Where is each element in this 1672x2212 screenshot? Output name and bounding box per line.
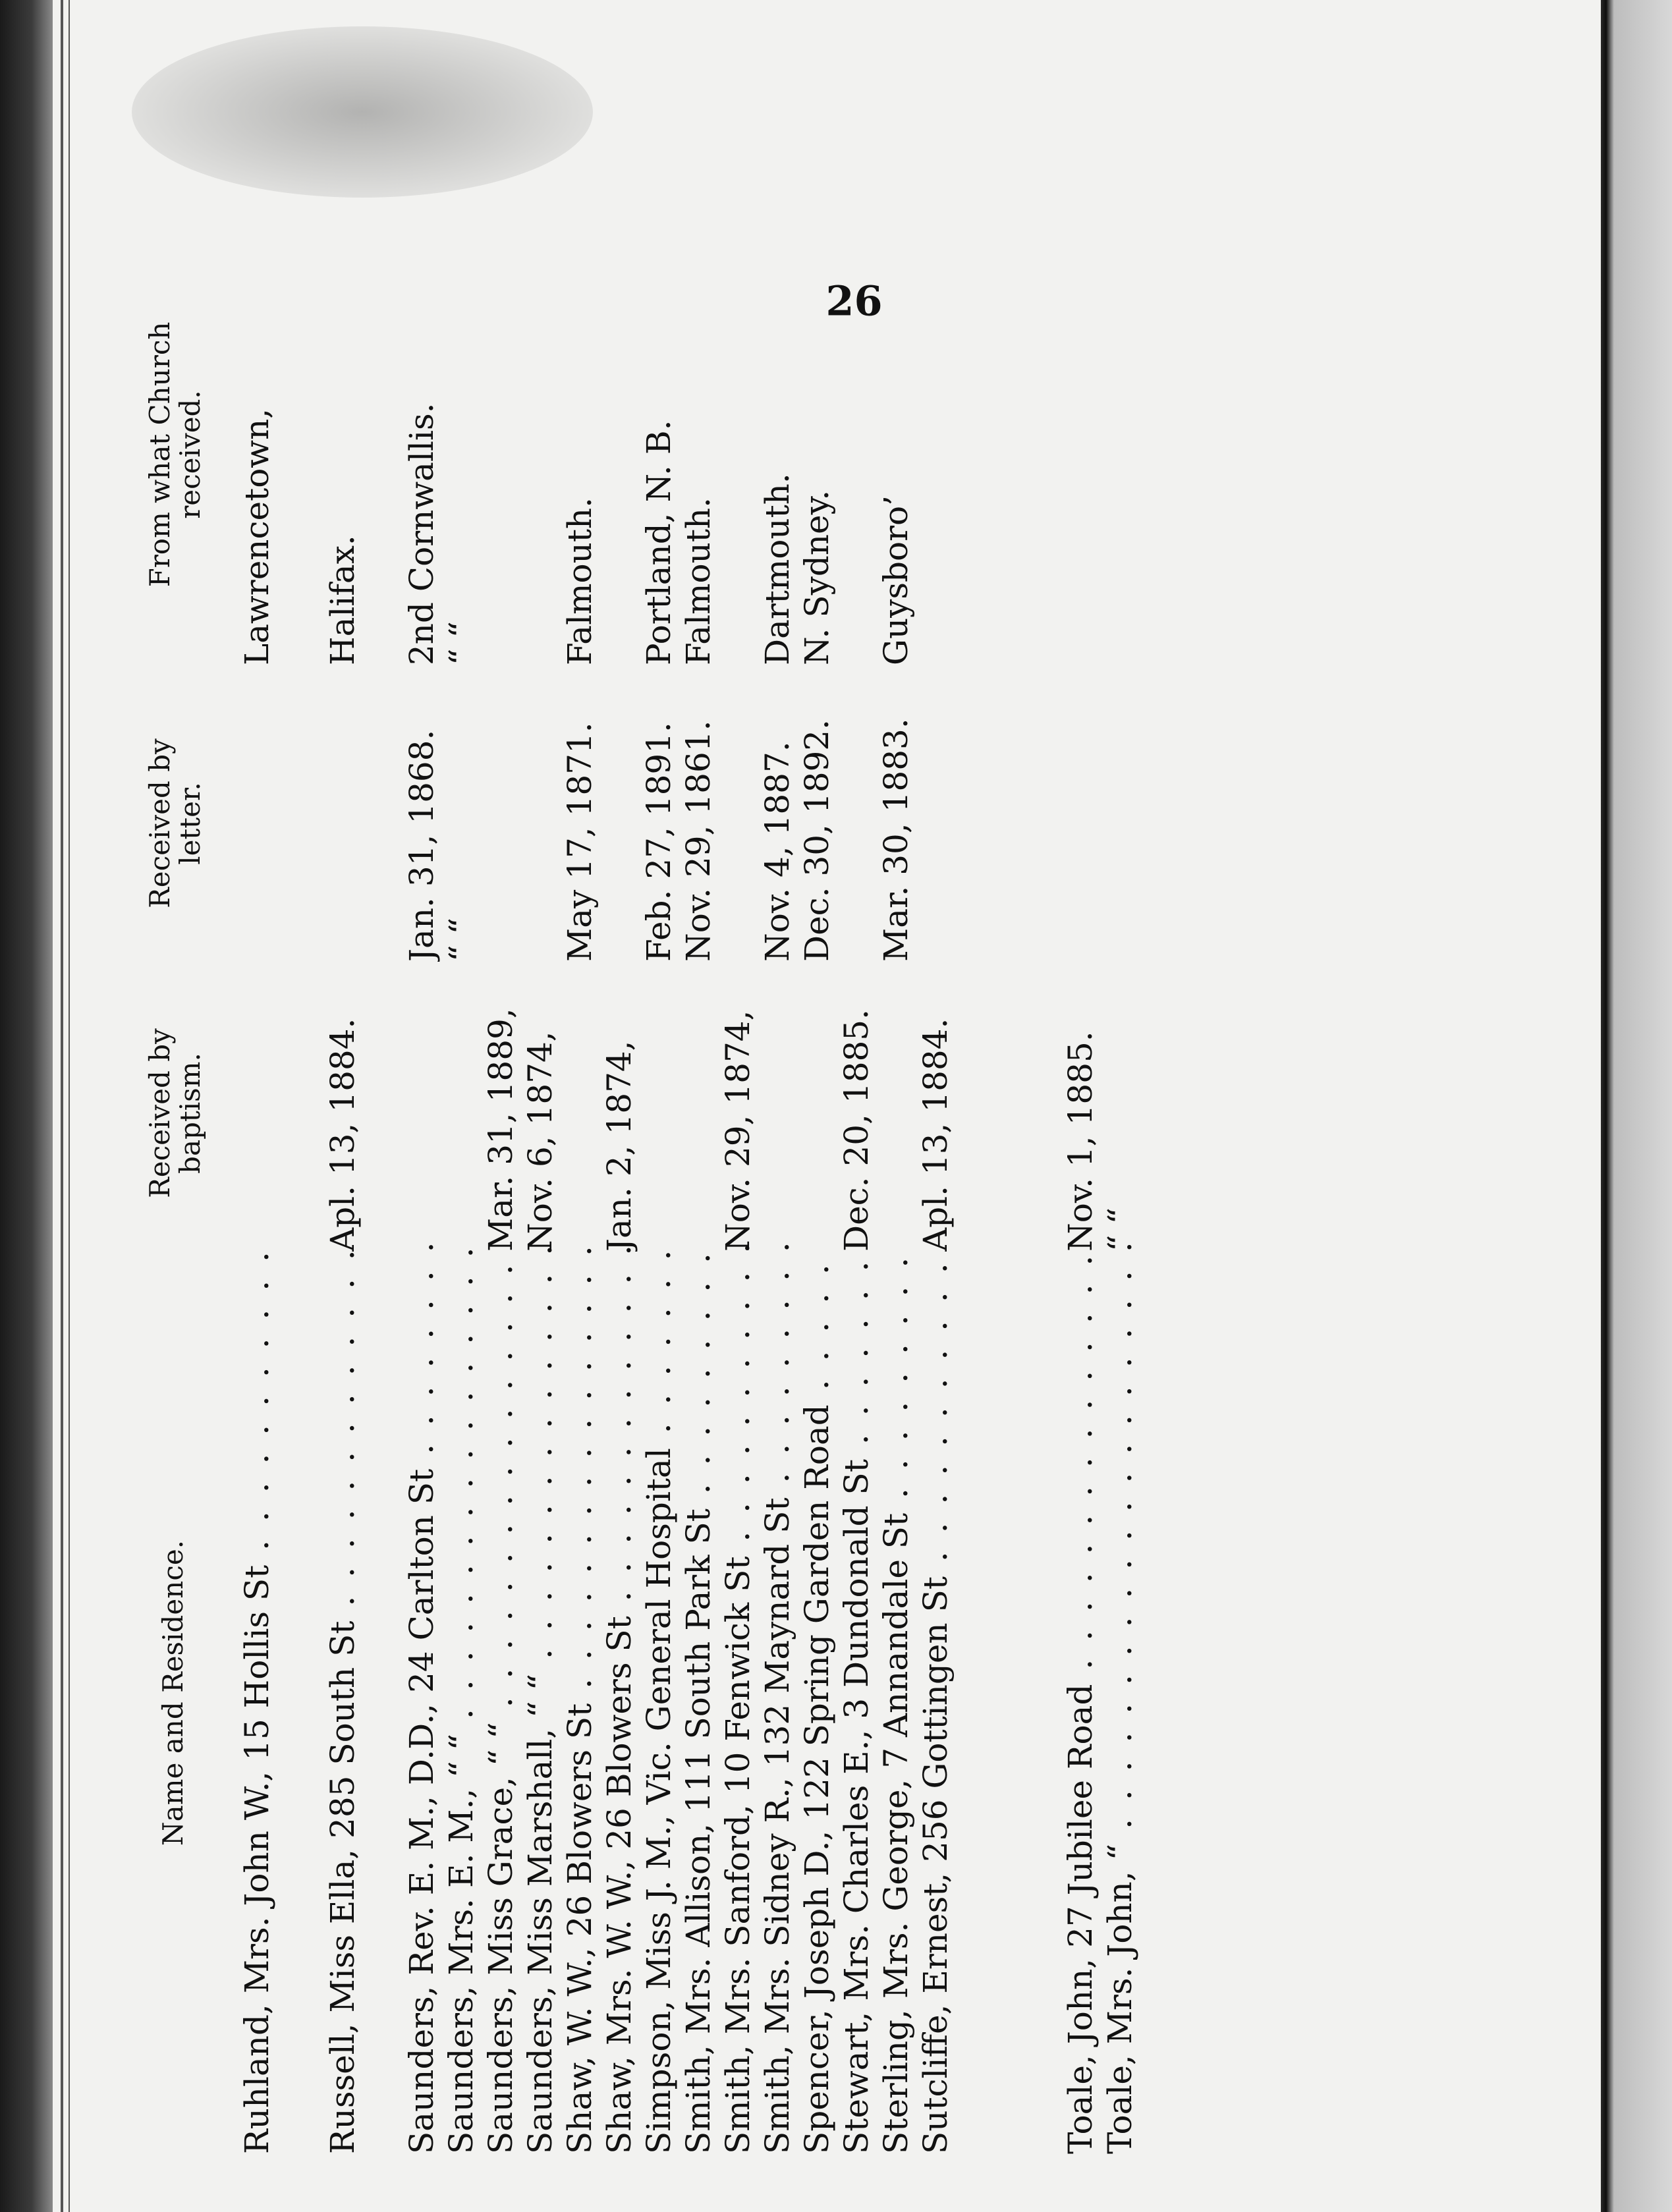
church-cell: Dartmouth. [758,473,796,665]
letter-date-cell: Jan. 31, 1868. [403,729,441,962]
member-name-cell: Shaw, Mrs. W. W., 26 Blowers St . . . [599,1245,639,2154]
baptism-date-cell [237,975,277,1252]
church-cell: “ “ [442,621,480,665]
member-name-cell: Toale, John, 27 Jubilee Road . . . [1061,1245,1100,2154]
baptism-date-cell: Apl. 13, 1884. [323,1018,362,1252]
letter-date-cell [1061,678,1100,962]
baptism-date-cell [402,975,441,1252]
church-cell: Falmouth. [561,497,599,665]
baptism-date-cell: “ “ [1101,1207,1139,1252]
church-cell: Portland, N. B. [640,420,678,665]
church-cell [916,244,955,665]
letter-date-cell: May 17, 1871. [561,722,599,962]
church-cell [1100,244,1140,665]
letter-date-cell [837,678,876,962]
member-name-cell: Saunders, Miss Marshall, “ “ . . . [520,1245,560,2154]
baptism-date-cell [758,975,797,1252]
letter-date-cell: Dec. 30, 1892. [798,719,836,962]
member-name-cell: Simpson, Miss J. M., Vic. General Hospital . . . [639,1245,679,2154]
baptism-date-cell: Nov. 1, 1885. [1061,1031,1100,1252]
member-name-cell: Smith, Mrs. Sanford, 10 Fenwick St . . . [718,1245,758,2154]
letter-date-cell [323,678,362,962]
register-page [145,171,1397,2174]
baptism-date-cell [876,975,916,1252]
member-name-cell: Russell, Miss Ella, 285 South St . . . [323,1245,362,2154]
baptism-date-cell [679,975,718,1252]
letter-date-cell [481,678,520,962]
member-name-cell: Sterling, Mrs. George, 7 Annandale St . . . [876,1245,916,2154]
letter-date-cell [599,678,639,962]
header-letter: Received by letter. [144,738,206,908]
letter-date-cell: “ “ [442,917,480,962]
member-name-cell: Shaw, W. W., 26 Blowers St . . . [560,1245,599,2154]
member-name-cell: Smith, Mrs. Allison, 111 South Park St . . . [679,1245,718,2154]
baptism-date-cell: Dec. 20, 1885. [837,1009,876,1252]
member-name-cell: Smith, Mrs. Sidney R., 132 Maynard St . . . [758,1245,797,2154]
baptism-date-cell: Nov. 29, 1874, [719,1010,757,1252]
header-baptism: Received by baptism. [144,1028,206,1198]
member-name-cell: Ruhland, Mrs. John W., 15 Hollis St . . . [237,1245,277,2154]
letter-date-cell: Mar. 30, 1883. [877,718,915,962]
church-cell [520,244,560,665]
member-name-cell: Toale, Mrs. John, “ . . . [1100,1245,1140,2154]
header-name: Name and Residence. [157,1539,189,1846]
church-cell [481,244,520,665]
right-page-edge [1601,0,1672,2212]
member-name-cell: Saunders, Miss Grace, “ “ . . . [481,1245,520,2154]
baptism-date-cell [639,975,679,1252]
church-cell: Falmouth. [679,497,717,665]
baptism-date-cell: Nov. 6, 1874, [521,1031,559,1252]
letter-date-cell [1100,678,1140,962]
baptism-date-cell: Apl. 13, 1884. [916,1018,955,1252]
letter-date-cell [237,678,277,962]
church-cell: Lawrencetown, [238,408,276,665]
book-binding-shadow [0,0,53,2212]
church-cell: N. Sydney. [798,489,836,665]
letter-date-cell: Nov. 29, 1861. [679,720,717,962]
member-name-cell: Saunders, Rev. E. M., D.D., 24 Carlton St . . . [402,1245,441,2154]
church-cell [718,244,758,665]
church-cell: Halifax. [323,535,362,665]
baptism-date-cell: Mar. 31, 1889, [482,1008,520,1252]
member-name-cell: Sutcliffe, Ernest, 256 Gottingen St . . . [916,1245,955,2154]
member-name-cell: Spencer, Joseph D., 122 Spring Garden Road . . . [797,1245,837,2154]
baptism-date-cell [441,975,481,1252]
baptism-date-cell [560,975,599,1252]
page-edge-line [69,0,70,2212]
letter-date-cell [916,678,955,962]
page-number: 26 [825,277,883,325]
church-cell [837,244,876,665]
page-edge-line [61,0,63,2212]
letter-date-cell: Nov. 4, 1887. [758,741,796,962]
church-cell: 2nd Cornwallis. [403,402,441,665]
church-cell [1061,244,1100,665]
letter-date-cell [718,678,758,962]
baptism-date-cell [797,975,837,1252]
baptism-date-cell: Jan. 2, 1874, [600,1040,638,1252]
letter-date-cell [520,678,560,962]
church-cell: Guysboro’ [877,495,915,665]
letter-date-cell: Feb. 27, 1891. [640,722,678,962]
member-name-cell: Saunders, Mrs. E. M., “ “ . . . [441,1245,481,2154]
header-church: From what Church received. [144,321,206,588]
member-name-cell: Stewart, Mrs. Charles E., 3 Dundonald St . . . [837,1245,876,2154]
church-cell [599,244,639,665]
